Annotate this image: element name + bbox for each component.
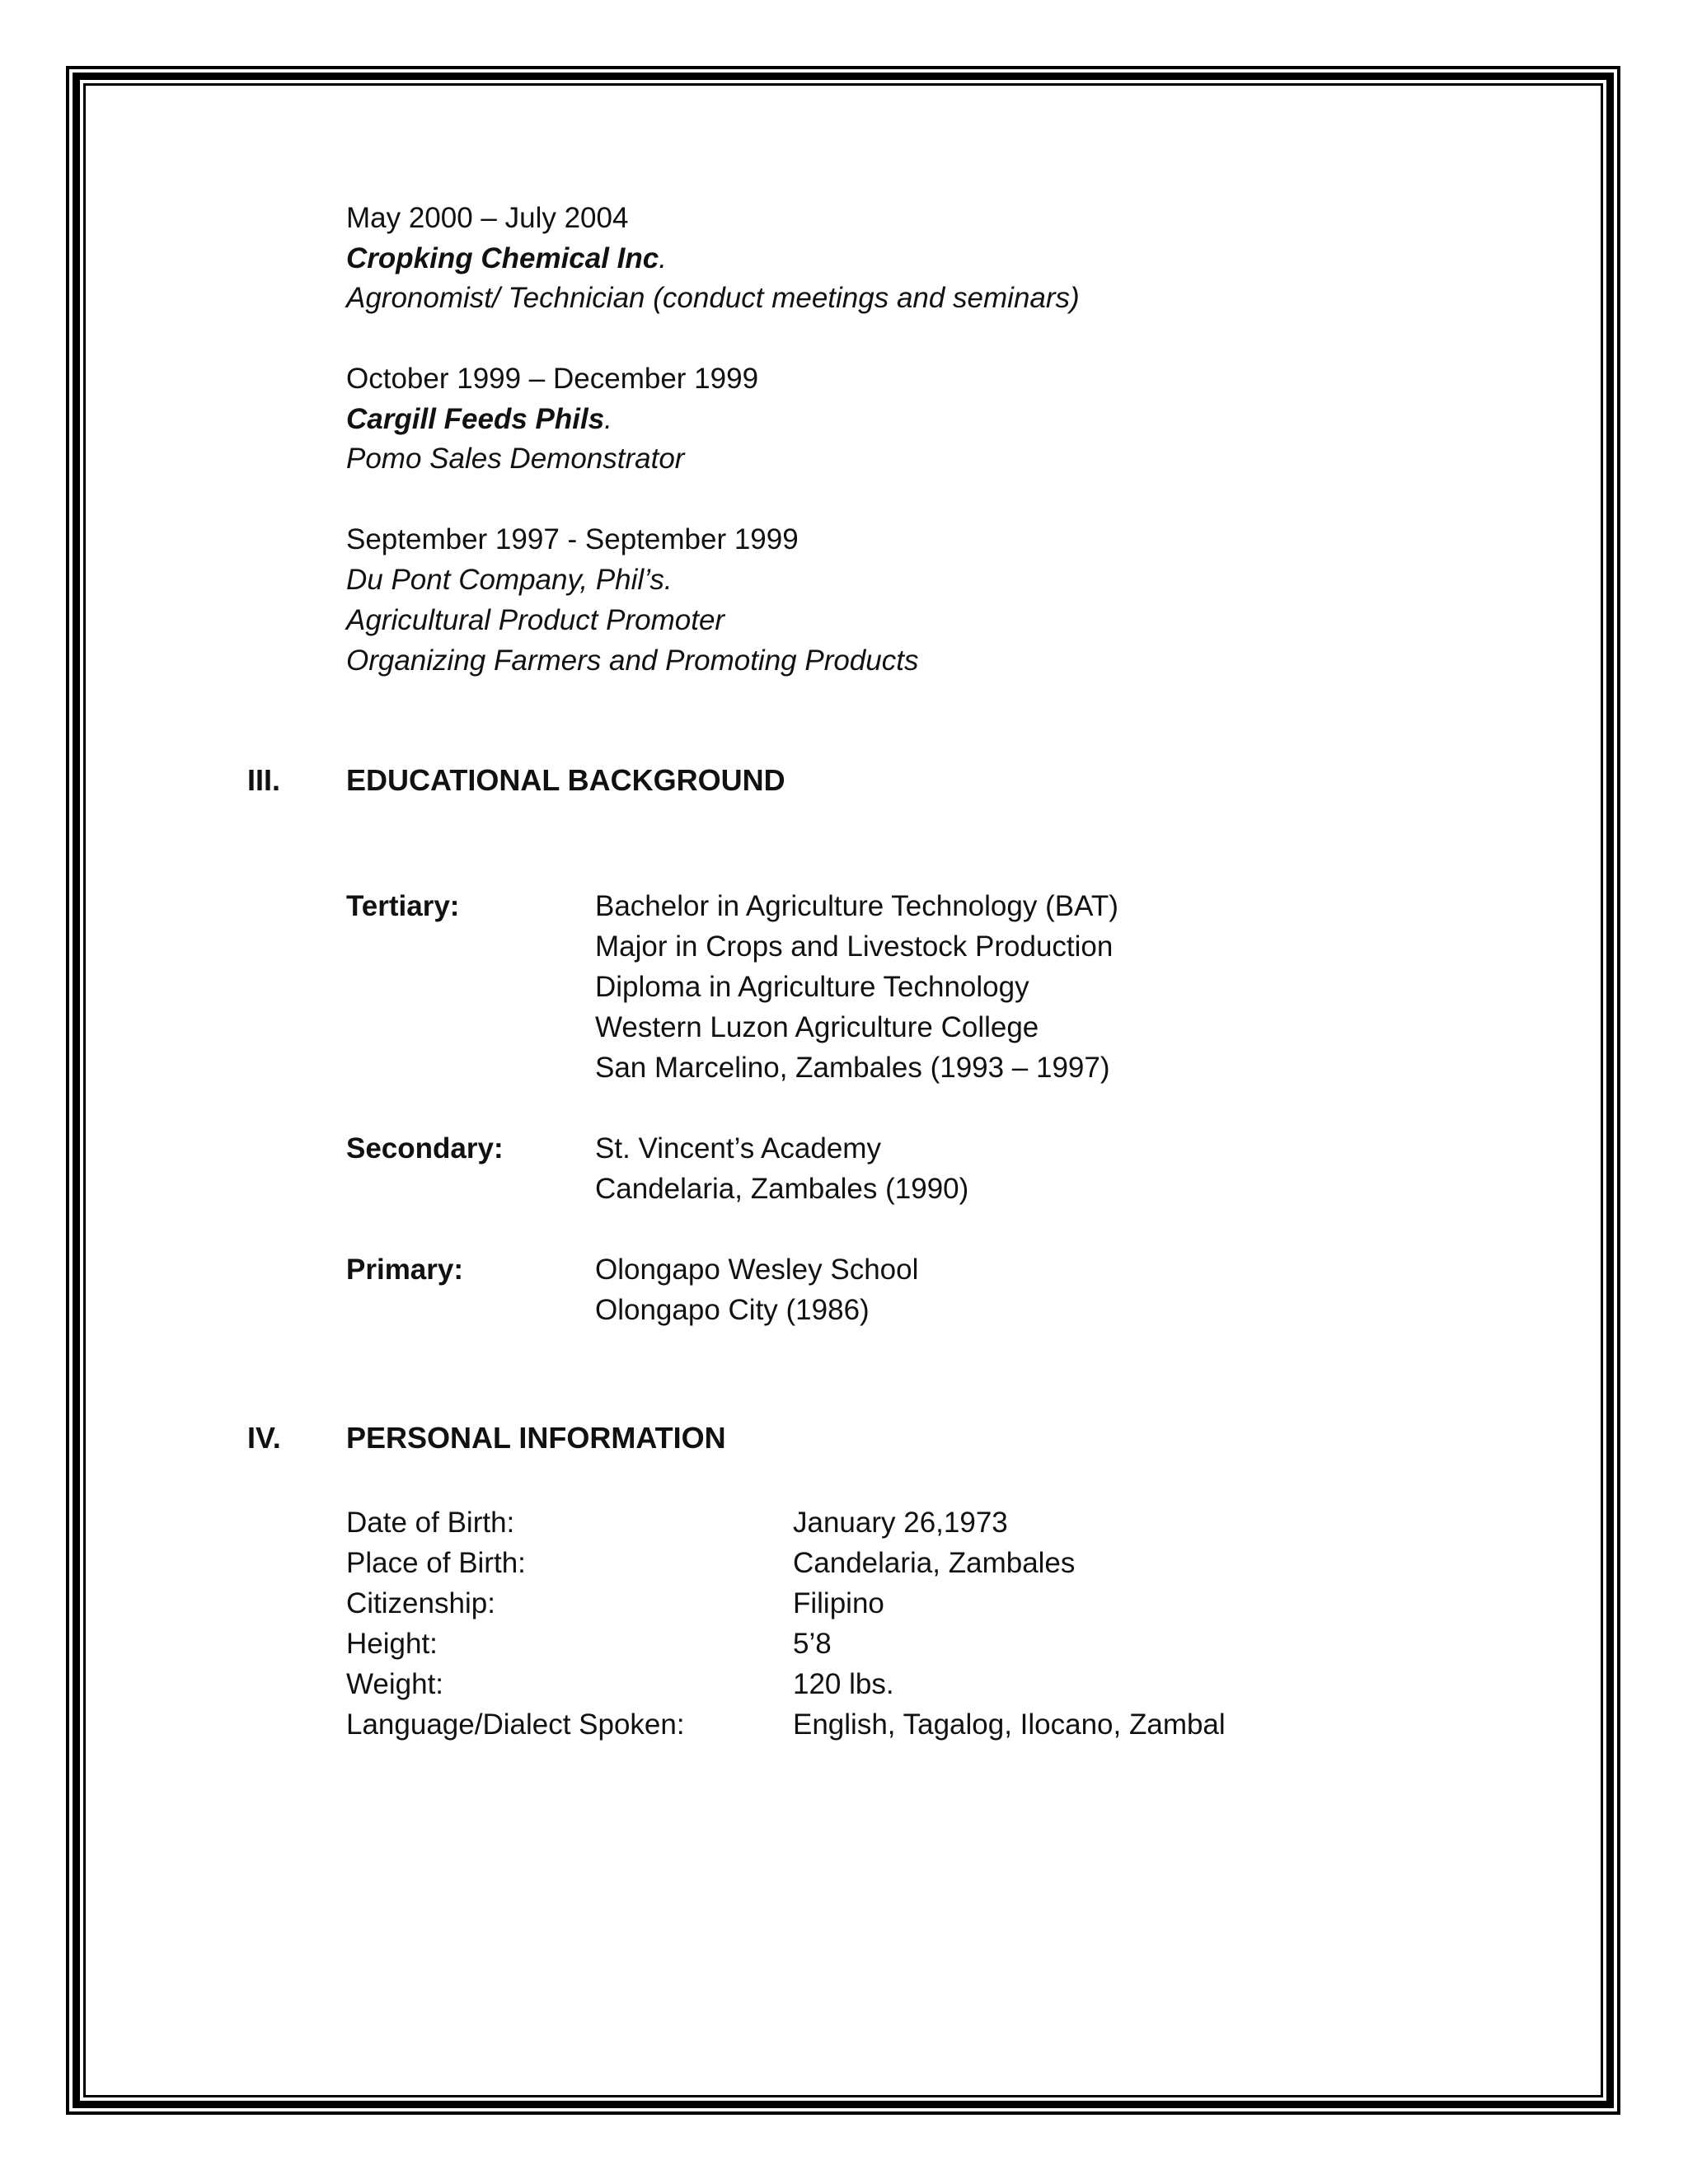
job-company-suffix: . — [604, 403, 612, 435]
job-description: Organizing Farmers and Promoting Products — [346, 644, 919, 677]
education-detail: Diploma in Agriculture Technology — [595, 971, 1029, 1003]
page-border-inner — [83, 83, 1603, 2097]
job-company-suffix: . — [659, 242, 667, 274]
personal-value: English, Tagalog, Ilocano, Zambal — [793, 1708, 1226, 1741]
personal-value: 5’8 — [793, 1628, 832, 1660]
section-number: IV. — [247, 1421, 281, 1455]
section-heading: PERSONAL INFORMATION — [346, 1421, 726, 1455]
personal-value: Filipino — [793, 1587, 884, 1619]
education-detail: Western Luzon Agriculture College — [595, 1011, 1039, 1043]
education-detail: St. Vincent’s Academy — [595, 1132, 881, 1165]
job-company — [346, 401, 612, 438]
education-detail: Major in Crops and Livestock Production — [595, 930, 1114, 963]
job-company-name: Cropking Chemical Inc — [346, 242, 659, 274]
job-period: May 2000 – July 2004 — [346, 202, 629, 234]
education-level-label: Secondary: — [346, 1132, 504, 1165]
section-number: III. — [247, 763, 281, 797]
education-level-label: Tertiary: — [346, 890, 460, 922]
job-period: October 1999 – December 1999 — [346, 363, 759, 395]
education-detail: Olongapo City (1986) — [595, 1294, 870, 1326]
education-detail: Bachelor in Agriculture Technology (BAT) — [595, 890, 1118, 922]
job-title: Agricultural Product Promoter — [346, 604, 725, 636]
education-detail: Olongapo Wesley School — [595, 1254, 919, 1286]
personal-label: Height: — [346, 1628, 438, 1660]
personal-label: Place of Birth: — [346, 1547, 526, 1579]
personal-label: Weight: — [346, 1668, 444, 1700]
personal-value: January 26,1973 — [793, 1507, 1008, 1539]
personal-label: Language/Dialect Spoken: — [346, 1708, 685, 1741]
section-heading: EDUCATIONAL BACKGROUND — [346, 763, 785, 797]
job-title: Agronomist/ Technician (conduct meetings and seminars) — [346, 282, 1080, 314]
job-company: Du Pont Company, Phil’s. — [346, 564, 673, 596]
job-company-name: Cargill Feeds Phils — [346, 403, 605, 435]
job-company — [346, 241, 667, 277]
education-detail: San Marcelino, Zambales (1993 – 1997) — [595, 1052, 1110, 1084]
job-title: Pomo Sales Demonstrator — [346, 443, 685, 475]
personal-label: Date of Birth: — [346, 1507, 515, 1539]
personal-label: Citizenship: — [346, 1587, 495, 1619]
personal-value: Candelaria, Zambales — [793, 1547, 1076, 1579]
education-detail: Candelaria, Zambales (1990) — [595, 1173, 969, 1205]
job-period: September 1997 - September 1999 — [346, 523, 799, 555]
education-level-label: Primary: — [346, 1254, 464, 1286]
personal-value: 120 lbs. — [793, 1668, 894, 1700]
